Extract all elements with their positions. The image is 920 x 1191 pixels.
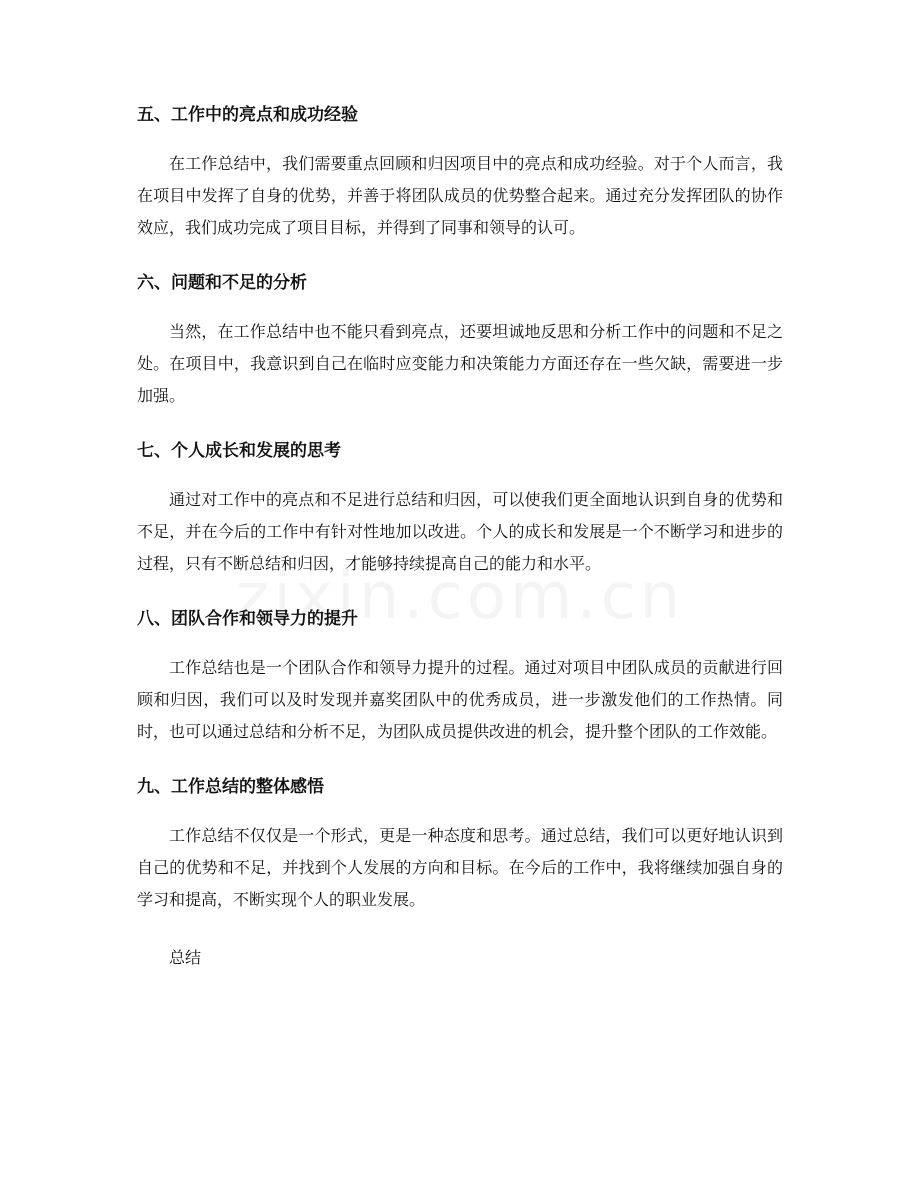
section-paragraph: 在工作总结中，我们需要重点回顾和归因项目中的亮点和成功经验。对于个人而言，我在项目中发挥了自身的优势，并善于将团队成员的优势整合起来。通过充分发挥团队的协作效应，我们成功完成了项目目标，并得到了同事和领导的认可。 <box>137 154 783 237</box>
section-heading: 六、问题和不足的分析 <box>137 273 307 293</box>
section-heading: 九、工作总结的整体感悟 <box>137 777 324 797</box>
document-body <box>137 102 783 974</box>
section-heading: 八、团队合作和领导力的提升 <box>137 609 358 629</box>
section-9 <box>137 774 783 916</box>
closing-label: 总结 <box>169 948 202 967</box>
section-6 <box>137 270 783 412</box>
section-heading: 五、工作中的亮点和成功经验 <box>137 105 358 125</box>
section-7 <box>137 438 783 580</box>
section-paragraph: 工作总结不仅仅是一个形式，更是一种态度和思考。通过总结，我们可以更好地认识到自己的优势和不足，并找到个人发展的方向和目标。在今后的工作中，我将继续加强自身的学习和提高，不断实现个人的职业发展。 <box>137 826 783 909</box>
section-heading: 七、个人成长和发展的思考 <box>137 441 341 461</box>
section-8 <box>137 606 783 748</box>
section-5 <box>137 102 783 244</box>
section-paragraph: 当然，在工作总结中也不能只看到亮点，还要坦诚地反思和分析工作中的问题和不足之处。在项目中，我意识到自己在临时应变能力和决策能力方面还存在一些欠缺，需要进一步加强。 <box>137 322 783 405</box>
section-paragraph: 通过对工作中的亮点和不足进行总结和归因，可以使我们更全面地认识到自身的优势和不足，并在今后的工作中有针对性地加以改进。个人的成长和发展是一个不断学习和进步的过程，只有不断总结和归因，才能够持续提高自己的能力和水平。 <box>137 490 783 573</box>
section-paragraph: 工作总结也是一个团队合作和领导力提升的过程。通过对项目中团队成员的贡献进行回顾和归因，我们可以及时发现并嘉奖团队中的优秀成员，进一步激发他们的工作热情。同时，也可以通过总结和分析不足，为团队成员提供改进的机会，提升整个团队的工作效能。 <box>137 658 783 741</box>
